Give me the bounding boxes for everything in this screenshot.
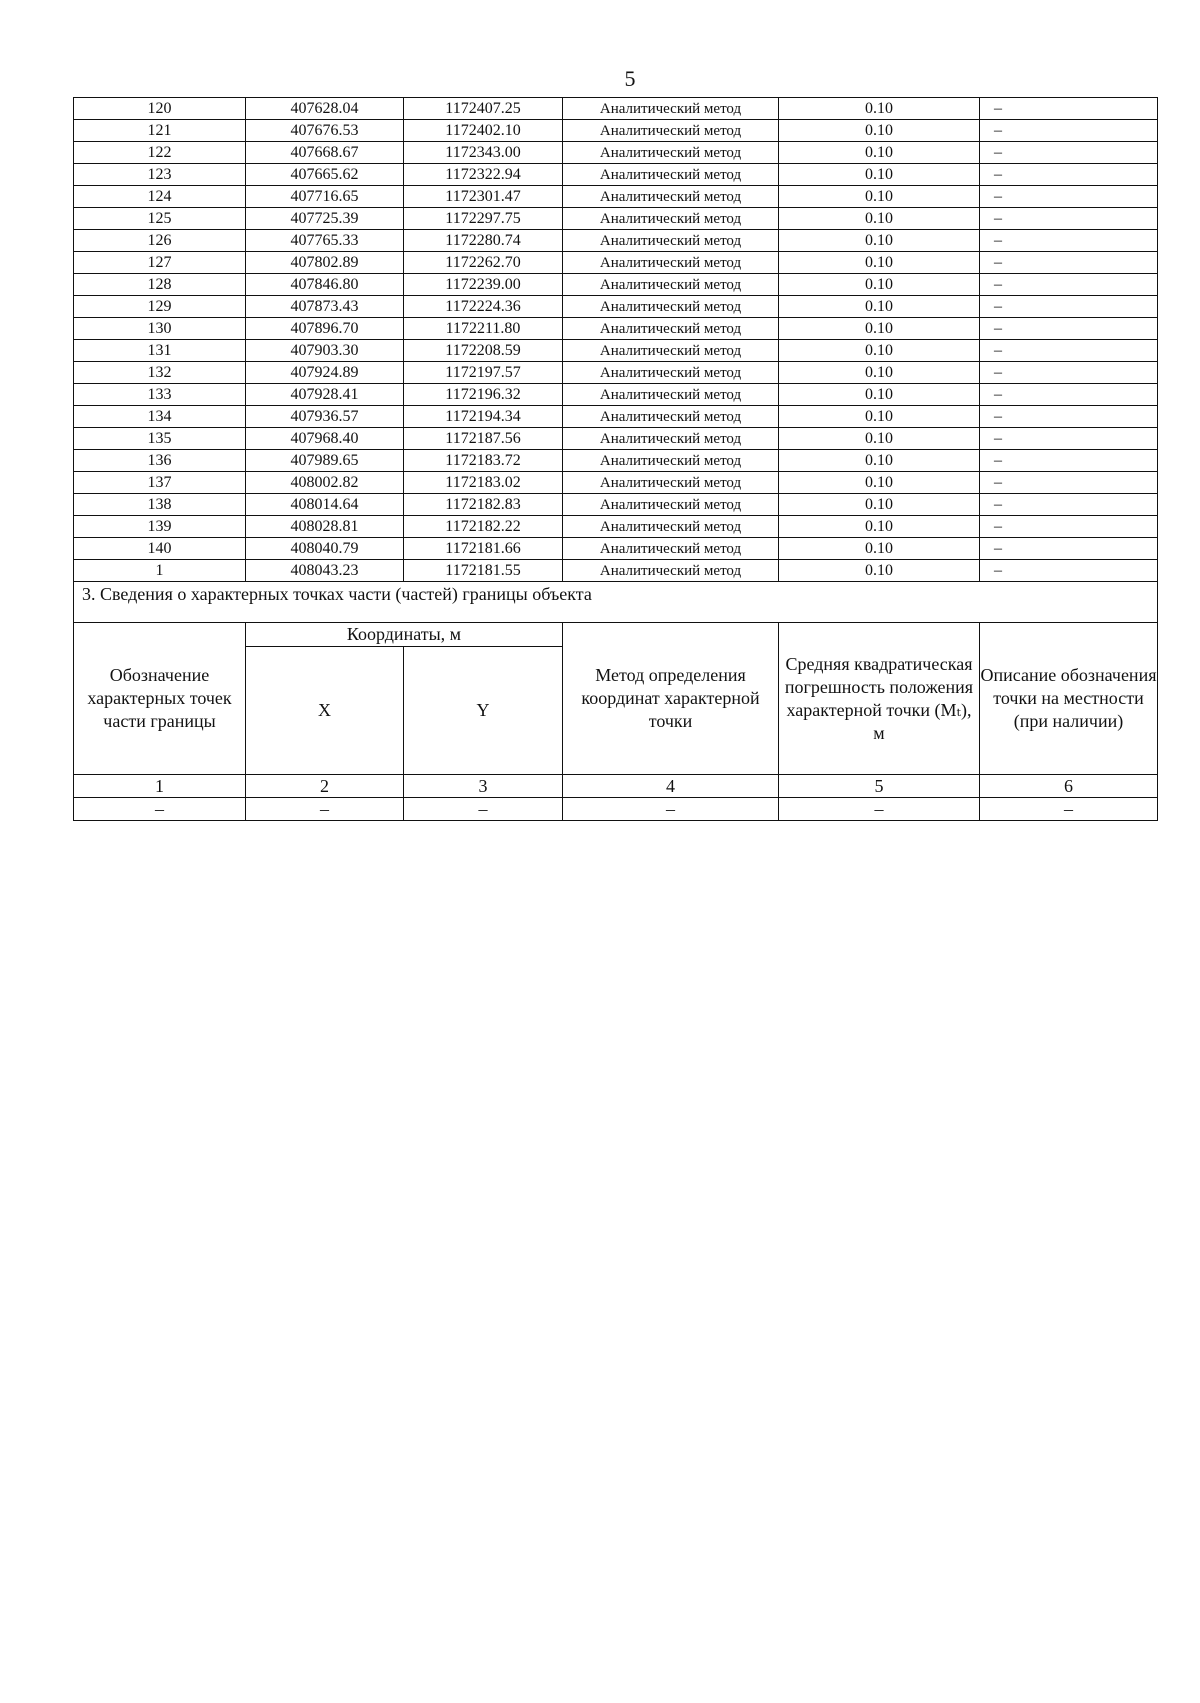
- empty-cell: –: [563, 798, 779, 821]
- method-cell: Аналитический метод: [563, 516, 779, 538]
- description-cell: –: [980, 98, 1158, 120]
- point-number-cell: 137: [74, 472, 246, 494]
- empty-cell: –: [246, 798, 404, 821]
- point-number-cell: 132: [74, 362, 246, 384]
- description-cell: –: [980, 340, 1158, 362]
- empty-cell: –: [980, 798, 1158, 821]
- description-cell: –: [980, 186, 1158, 208]
- y-coordinate-cell: 1172262.70: [404, 252, 563, 274]
- x-coordinate-cell: 407903.30: [246, 340, 404, 362]
- y-coordinate-cell: 1172183.02: [404, 472, 563, 494]
- y-coordinate-cell: 1172224.36: [404, 296, 563, 318]
- y-coordinate-cell: 1172208.59: [404, 340, 563, 362]
- table-row: [74, 98, 1158, 120]
- empty-cell: –: [404, 798, 563, 821]
- x-coordinate-cell: 407968.40: [246, 428, 404, 450]
- method-cell: Аналитический метод: [563, 494, 779, 516]
- description-cell: –: [980, 230, 1158, 252]
- method-cell: Аналитический метод: [563, 362, 779, 384]
- method-cell: Аналитический метод: [563, 230, 779, 252]
- description-cell: –: [980, 120, 1158, 142]
- points-table-body: [74, 98, 1158, 582]
- page-number: 5: [624, 66, 636, 91]
- y-coordinate-cell: 1172239.00: [404, 274, 563, 296]
- column-number: 1: [74, 775, 246, 798]
- table-row: [74, 186, 1158, 208]
- column-number: 6: [980, 775, 1158, 798]
- x-coordinate-cell: 407716.65: [246, 186, 404, 208]
- point-number-cell: 124: [74, 186, 246, 208]
- point-number-cell: 140: [74, 538, 246, 560]
- point-number-cell: 121: [74, 120, 246, 142]
- table-row: [74, 318, 1158, 340]
- x-coordinate-cell: 407665.62: [246, 164, 404, 186]
- mt-error-cell: 0.10: [779, 494, 980, 516]
- y-coordinate-cell: 1172181.55: [404, 560, 563, 582]
- description-cell: –: [980, 252, 1158, 274]
- x-coordinate-cell: 407924.89: [246, 362, 404, 384]
- y-coordinate-cell: 1172196.32: [404, 384, 563, 406]
- point-number-cell: 127: [74, 252, 246, 274]
- description-cell: –: [980, 428, 1158, 450]
- x-coordinate-cell: 407676.53: [246, 120, 404, 142]
- description-cell: –: [980, 318, 1158, 340]
- mt-error-cell: 0.10: [779, 450, 980, 472]
- point-number-cell: 138: [74, 494, 246, 516]
- table-row: [74, 428, 1158, 450]
- boundary-points-table: [73, 97, 1158, 821]
- point-number-cell: 122: [74, 142, 246, 164]
- column-numbers-row: [74, 775, 1158, 798]
- point-number-cell: 135: [74, 428, 246, 450]
- header-mt: Средняя квадратическая погрешность положения характерной точки (Mₜ), м: [779, 623, 980, 775]
- method-cell: Аналитический метод: [563, 318, 779, 340]
- mt-error-cell: 0.10: [779, 252, 980, 274]
- table-row: [74, 560, 1158, 582]
- table-row: [74, 340, 1158, 362]
- description-cell: –: [980, 362, 1158, 384]
- mt-error-cell: 0.10: [779, 186, 980, 208]
- description-cell: –: [980, 296, 1158, 318]
- table-row: [74, 450, 1158, 472]
- x-coordinate-cell: 407989.65: [246, 450, 404, 472]
- x-coordinate-cell: 408002.82: [246, 472, 404, 494]
- method-cell: Аналитический метод: [563, 120, 779, 142]
- point-number-cell: 129: [74, 296, 246, 318]
- description-cell: –: [980, 164, 1158, 186]
- method-cell: Аналитический метод: [563, 208, 779, 230]
- y-coordinate-cell: 1172297.75: [404, 208, 563, 230]
- y-coordinate-cell: 1172182.83: [404, 494, 563, 516]
- table-row: [74, 516, 1158, 538]
- table-row: [74, 252, 1158, 274]
- x-coordinate-cell: 407936.57: [246, 406, 404, 428]
- mt-error-cell: 0.10: [779, 98, 980, 120]
- header-description: Описание обозначения точки на местности (при наличии): [980, 623, 1158, 775]
- table-row: [74, 230, 1158, 252]
- column-number: 5: [779, 775, 980, 798]
- section3-title: 3. Сведения о характерных точках части (частей) границы объекта: [74, 582, 1158, 623]
- y-coordinate-cell: 1172280.74: [404, 230, 563, 252]
- y-coordinate-cell: 1172407.25: [404, 98, 563, 120]
- mt-error-cell: 0.10: [779, 362, 980, 384]
- method-cell: Аналитический метод: [563, 296, 779, 318]
- empty-cell: –: [74, 798, 246, 821]
- point-number-cell: 128: [74, 274, 246, 296]
- method-cell: Аналитический метод: [563, 98, 779, 120]
- empty-data-row: [74, 798, 1158, 821]
- mt-error-cell: 0.10: [779, 120, 980, 142]
- method-cell: Аналитический метод: [563, 252, 779, 274]
- method-cell: Аналитический метод: [563, 186, 779, 208]
- method-cell: Аналитический метод: [563, 274, 779, 296]
- y-coordinate-cell: 1172182.22: [404, 516, 563, 538]
- header-method: Метод определения координат характерной точки: [563, 623, 779, 775]
- table-row: [74, 384, 1158, 406]
- table-row: [74, 142, 1158, 164]
- section3-body: [74, 582, 1158, 821]
- method-cell: Аналитический метод: [563, 450, 779, 472]
- point-number-cell: 1: [74, 560, 246, 582]
- y-coordinate-cell: 1172402.10: [404, 120, 563, 142]
- point-number-cell: 136: [74, 450, 246, 472]
- description-cell: –: [980, 274, 1158, 296]
- mt-error-cell: 0.10: [779, 472, 980, 494]
- mt-error-cell: 0.10: [779, 274, 980, 296]
- x-coordinate-cell: 407725.39: [246, 208, 404, 230]
- y-coordinate-cell: 1172301.47: [404, 186, 563, 208]
- method-cell: Аналитический метод: [563, 142, 779, 164]
- table-row: [74, 208, 1158, 230]
- x-coordinate-cell: 408014.64: [246, 494, 404, 516]
- y-coordinate-cell: 1172194.34: [404, 406, 563, 428]
- x-coordinate-cell: 408043.23: [246, 560, 404, 582]
- description-cell: –: [980, 560, 1158, 582]
- table-row: [74, 406, 1158, 428]
- x-coordinate-cell: 407628.04: [246, 98, 404, 120]
- y-coordinate-cell: 1172197.57: [404, 362, 563, 384]
- x-coordinate-cell: 407873.43: [246, 296, 404, 318]
- point-number-cell: 130: [74, 318, 246, 340]
- y-coordinate-cell: 1172181.66: [404, 538, 563, 560]
- method-cell: Аналитический метод: [563, 340, 779, 362]
- description-cell: –: [980, 538, 1158, 560]
- description-cell: –: [980, 208, 1158, 230]
- column-number: 4: [563, 775, 779, 798]
- description-cell: –: [980, 494, 1158, 516]
- table-row: [74, 538, 1158, 560]
- point-number-cell: 133: [74, 384, 246, 406]
- point-number-cell: 120: [74, 98, 246, 120]
- x-coordinate-cell: 408040.79: [246, 538, 404, 560]
- table-row: [74, 120, 1158, 142]
- point-number-cell: 123: [74, 164, 246, 186]
- section3-title-row: [74, 582, 1158, 623]
- mt-error-cell: 0.10: [779, 296, 980, 318]
- x-coordinate-cell: 407802.89: [246, 252, 404, 274]
- empty-cell: –: [779, 798, 980, 821]
- header-y: Y: [404, 647, 563, 775]
- table-row: [74, 164, 1158, 186]
- description-cell: –: [980, 406, 1158, 428]
- y-coordinate-cell: 1172343.00: [404, 142, 563, 164]
- mt-error-cell: 0.10: [779, 230, 980, 252]
- y-coordinate-cell: 1172183.72: [404, 450, 563, 472]
- method-cell: Аналитический метод: [563, 538, 779, 560]
- header-designation: Обозначение характерных точек части границы: [74, 623, 246, 775]
- table-row: [74, 274, 1158, 296]
- mt-error-cell: 0.10: [779, 142, 980, 164]
- point-number-cell: 131: [74, 340, 246, 362]
- y-coordinate-cell: 1172322.94: [404, 164, 563, 186]
- description-cell: –: [980, 472, 1158, 494]
- table-row: [74, 494, 1158, 516]
- method-cell: Аналитический метод: [563, 428, 779, 450]
- mt-error-cell: 0.10: [779, 208, 980, 230]
- mt-error-cell: 0.10: [779, 340, 980, 362]
- mt-error-cell: 0.10: [779, 318, 980, 340]
- mt-error-cell: 0.10: [779, 428, 980, 450]
- header-coordinates: Координаты, м: [246, 623, 563, 647]
- description-cell: –: [980, 142, 1158, 164]
- description-cell: –: [980, 516, 1158, 538]
- table-row: [74, 362, 1158, 384]
- x-coordinate-cell: 407928.41: [246, 384, 404, 406]
- mt-error-cell: 0.10: [779, 560, 980, 582]
- x-coordinate-cell: 407896.70: [246, 318, 404, 340]
- point-number-cell: 134: [74, 406, 246, 428]
- x-coordinate-cell: 407668.67: [246, 142, 404, 164]
- mt-error-cell: 0.10: [779, 164, 980, 186]
- method-cell: Аналитический метод: [563, 406, 779, 428]
- description-cell: –: [980, 450, 1158, 472]
- section3-header-row-1: [74, 623, 1158, 647]
- method-cell: Аналитический метод: [563, 384, 779, 406]
- mt-error-cell: 0.10: [779, 384, 980, 406]
- x-coordinate-cell: 408028.81: [246, 516, 404, 538]
- mt-error-cell: 0.10: [779, 538, 980, 560]
- y-coordinate-cell: 1172187.56: [404, 428, 563, 450]
- mt-error-cell: 0.10: [779, 516, 980, 538]
- x-coordinate-cell: 407846.80: [246, 274, 404, 296]
- y-coordinate-cell: 1172211.80: [404, 318, 563, 340]
- header-x: X: [246, 647, 404, 775]
- point-number-cell: 125: [74, 208, 246, 230]
- method-cell: Аналитический метод: [563, 472, 779, 494]
- point-number-cell: 126: [74, 230, 246, 252]
- table-row: [74, 472, 1158, 494]
- x-coordinate-cell: 407765.33: [246, 230, 404, 252]
- mt-error-cell: 0.10: [779, 406, 980, 428]
- table-row: [74, 296, 1158, 318]
- description-cell: –: [980, 384, 1158, 406]
- point-number-cell: 139: [74, 516, 246, 538]
- method-cell: Аналитический метод: [563, 560, 779, 582]
- column-number: 3: [404, 775, 563, 798]
- column-number: 2: [246, 775, 404, 798]
- method-cell: Аналитический метод: [563, 164, 779, 186]
